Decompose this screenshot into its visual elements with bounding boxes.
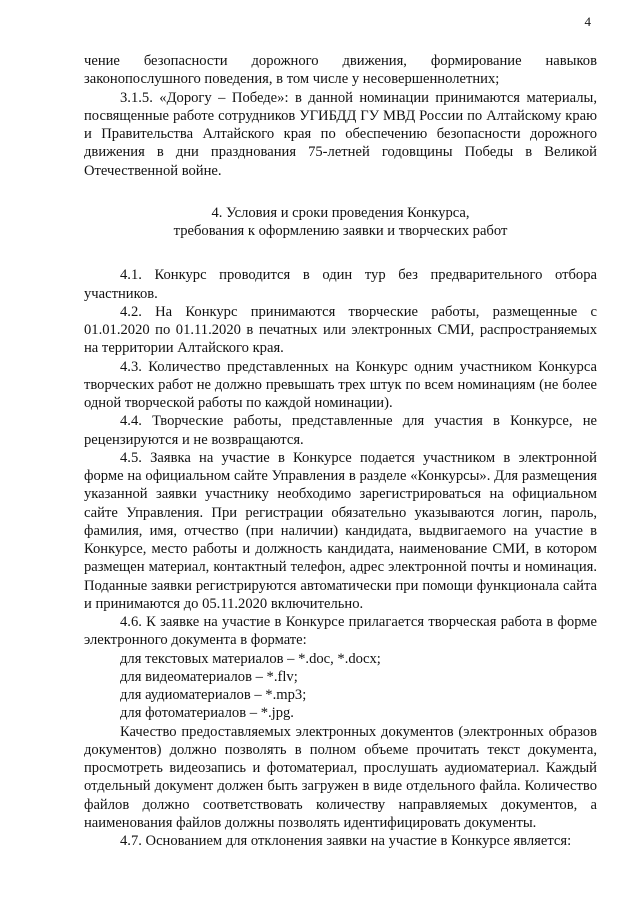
page-number: 4 <box>584 14 591 29</box>
spacer <box>84 240 597 266</box>
paragraph: 4.3. Количество представленных на Конкурс одним участником Конкурса творческих работ не должно превышать трех штук по всем номинациям (не более одной творческой работы по каждой номинации). <box>84 358 597 411</box>
paragraph: 4.1. Конкурс проводится в один тур без предварительного отбора участников. <box>84 267 597 302</box>
format-list-item: для аудиоматериалов – *.mp3; <box>120 687 307 703</box>
paragraph: 4.6. К заявке на участие в Конкурсе прилагается творческая работа в форме электронного документа в формате: <box>84 614 597 649</box>
document-body <box>84 52 597 850</box>
paragraph: чение безопасности дорожного движения, формирование навыков законопослушного поведения, в том числе у несовершеннолетних; <box>84 53 597 88</box>
paragraph: 4.4. Творческие работы, представленные для участия в Конкурсе, не рецензируются и не возвращаются. <box>84 413 597 448</box>
paragraph: Качество предоставляемых электронных документов (электронных образов документов) должно позволять в полном объеме прочитать текст документа, просмотреть видеозапись и фотоматериал, прослушать аудиоматериал. Каждый отдельный документ должен быть загружен в виде отдельного файла. Количество файлов должно соответствовать количеству направляемых документов, а наименования файлов должны позволять идентифицировать документы. <box>84 723 597 831</box>
section-heading: требования к оформлению заявки и творческих работ <box>173 223 508 239</box>
section-heading: 4. Условия и сроки проведения Конкурса, <box>211 204 470 221</box>
spacer <box>84 180 597 204</box>
paragraph: 4.7. Основанием для отклонения заявки на участие в Конкурсе является: <box>120 833 572 849</box>
format-list-item: для фотоматериалов – *.jpg. <box>120 705 294 722</box>
paragraph: 3.1.5. «Дорогу – Победе»: в данной номинации принимаются материалы, посвященные работе сотрудников УГИБДД ГУ МВД России по Алтайскому краю и Правительства Алтайского края по обеспечению безопасности дорожного движения в дни празднования 75-летней годовщины Победы в Великой Отечественной войне. <box>84 89 597 179</box>
format-list-item: для видеоматериалов – *.flv; <box>120 668 298 685</box>
format-list-item: для текстовых материалов – *.doc, *.docx; <box>120 650 381 667</box>
paragraph: 4.2. На Конкурс принимаются творческие работы, размещенные с 01.01.2020 по 01.11.2020 в печатных или электронных СМИ, распространяемых на территории Алтайского края. <box>84 303 597 357</box>
paragraph: 4.5. Заявка на участие в Конкурсе подается участником в электронной форме на официальном сайте Управления в разделе «Конкурсы». Для размещения указанной заявки участнику необходимо зарегистрироваться на официальном сайте Управления. При регистрации обязательно указываются логин, пароль, фамилия, имя, отчество (при наличии) кандидата, выдвигаемого на участие в Конкурсе, место работы и должность кандидата, наименование СМИ, в котором размещен материал, контактный телефон, адрес электронной почты и номинация. Поданные заявки регистрируются автоматически при помощи функционала сайта и принимаются до 05.11.2020 включительно. <box>84 449 597 612</box>
